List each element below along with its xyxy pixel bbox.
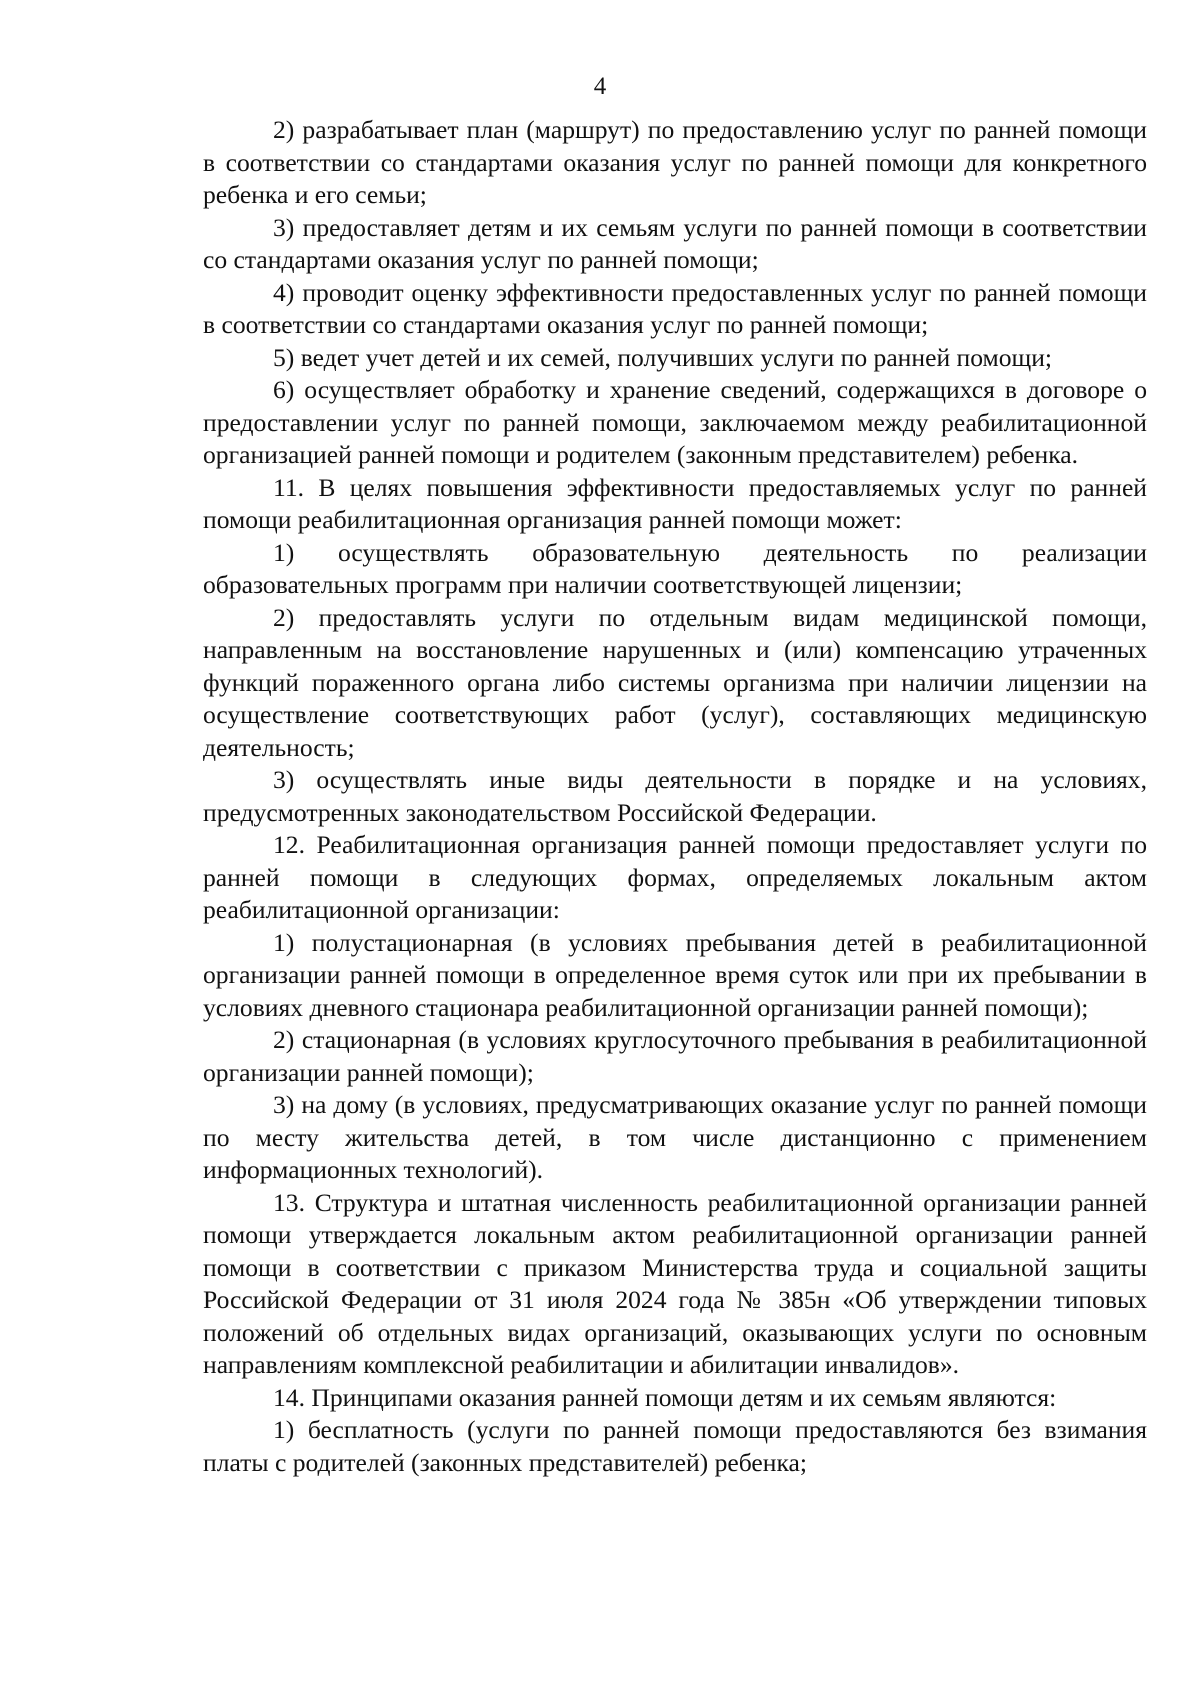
paragraph-item-5: 5) ведет учет детей и их семей, получивших услуги по ранней помощи; <box>273 342 1053 372</box>
paragraph-item-3: 3) предоставляет детям и их семьям услуги по ранней помощи в соответствии со стандартами оказания услуг по ранней помощи; <box>203 212 1147 274</box>
paragraph-item-4: 4) проводит оценку эффективности предоставленных услуг по ранней помощи в соответствии со стандартами оказания услуг по ранней помощи; <box>203 277 1147 339</box>
paragraph-item-6: 6) осуществляет обработку и хранение сведений, содержащихся в договоре о предоставлении услуг по ранней помощи, заключаемом между реабилитационной организацией ранней помощи и родителем (законным представителем) ребенка. <box>203 375 1147 469</box>
paragraph-clause-11-item-3: 3) осуществлять иные виды деятельности в порядке и на условиях, предусмотренных законодательством Российской Федерации. <box>203 765 1147 827</box>
paragraph-clause-11: 11. В целях повышения эффективности предоставляемых услуг по ранней помощи реабилитационная организация ранней помощи может: <box>203 472 1147 534</box>
paragraph-item-2: 2) разрабатывает план (маршрут) по предоставлению услуг по ранней помощи в соответствии со стандартами оказания услуг по ранней помощи для конкретного ребенка и его семьи; <box>203 115 1147 209</box>
paragraph-clause-11-item-1: 1) осуществлять образовательную деятельность по реализации образовательных программ при наличии соответствующей лицензии; <box>203 537 1147 599</box>
paragraph-clause-12-item-1: 1) полустационарная (в условиях пребывания детей в реабилитационной организации ранней помощи в определенное время суток или при их пребывании в условиях дневного стационара реабилитационной организации ранней помощи); <box>203 927 1147 1022</box>
paragraph-clause-11-item-2: 2) предоставлять услуги по отдельным видам медицинской помощи, направленным на восстановление нарушенных и (или) компенсацию утраченных функций пораженного органа либо системы организма при наличии лицензии на осуществление соответствующих работ (услуг), составляющих медицинскую деятельность; <box>203 602 1147 762</box>
paragraph-clause-14-item-1: 1) бесплатность (услуги по ранней помощи предоставляются без взимания платы с родителей (законных представителей) ребенка; <box>203 1415 1147 1477</box>
paragraph-clause-13: 13. Структура и штатная численность реабилитационной организации ранней помощи утверждается локальным актом реабилитационной организации ранней помощи в соответствии с приказом Министерства труда и социальной защиты Российской Федерации от 31 июля 2024 года № 385н «Об утверждении типовых положений об отдельных видах организаций, оказывающих услуги по основным направлениям комплексной реабилитации и абилитации инвалидов». <box>203 1187 1147 1379</box>
paragraph-clause-12-item-3: 3) на дому (в условиях, предусматривающих оказание услуг по ранней помощи по месту жительства детей, в том числе дистанционно с применением информационных технологий). <box>203 1090 1147 1184</box>
paragraph-clause-12-item-2: 2) стационарная (в условиях круглосуточного пребывания в реабилитационной организации ранней помощи); <box>203 1025 1147 1087</box>
paragraph-clause-14: 14. Принципами оказания ранней помощи детям и их семьям являются: <box>273 1382 1057 1412</box>
paragraph-clause-12: 12. Реабилитационная организация ранней помощи предоставляет услуги по ранней помощи в следующих формах, определяемых локальным актом реабилитационной организации: <box>203 830 1147 924</box>
document-body <box>203 114 1147 1479</box>
page-number: 4 <box>593 73 607 100</box>
